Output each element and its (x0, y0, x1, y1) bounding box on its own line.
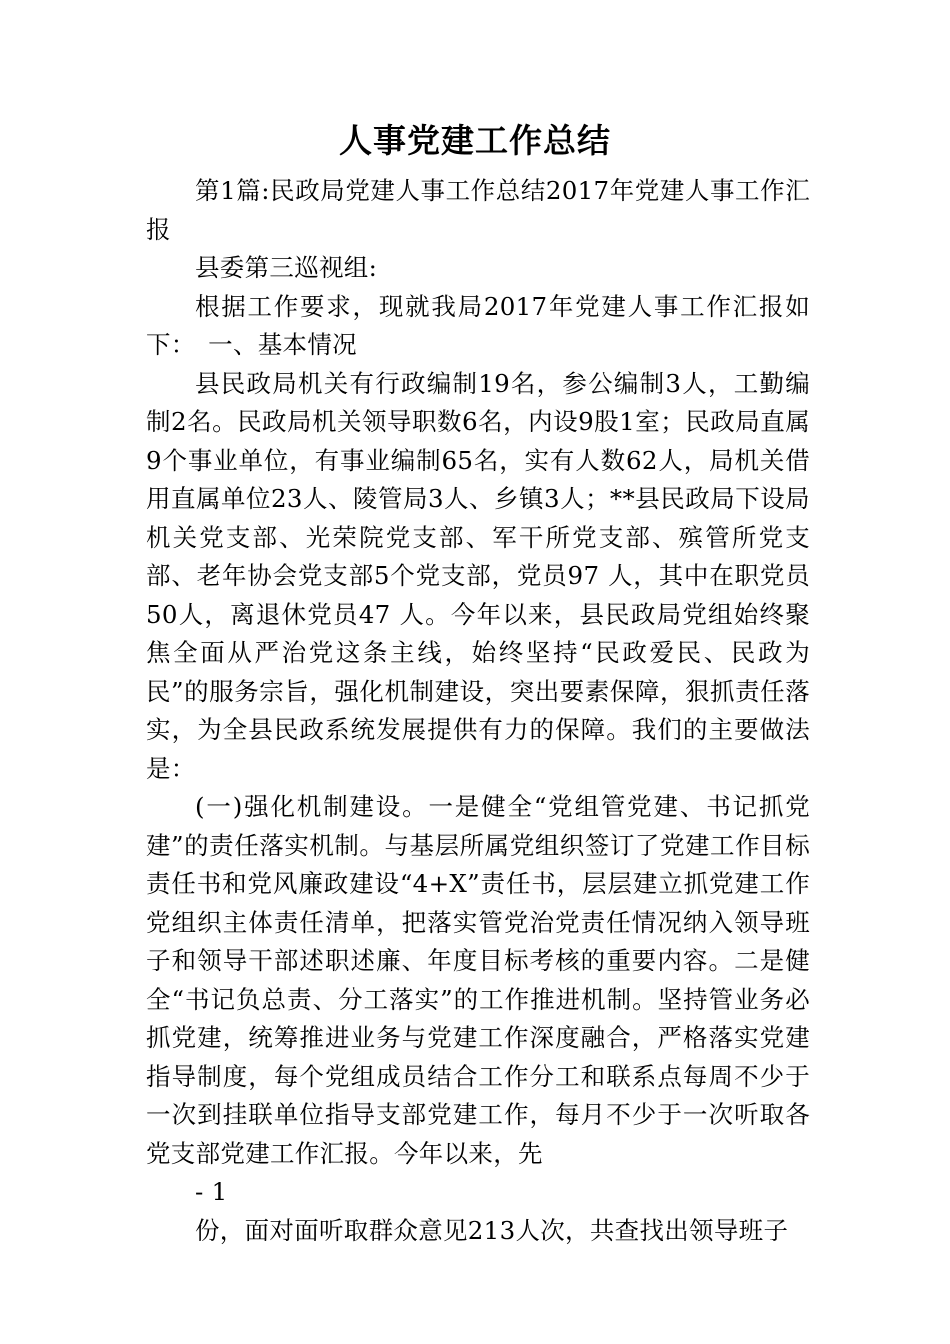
paragraph-intro: 根据工作要求，现就我局2017年党建人事工作汇报如下： 一、基本情况 (146, 291, 810, 359)
page-number: - 1 (195, 1177, 228, 1206)
paragraph-basic-info: 县民政局机关有行政编制19名，参公编制3人，工勤编制2名。民政局机关领导职数6名，内设9股1室；民政局直属9个事业单位，有事业编制65名，实有人数62人，局机关借用直属单位23人、陵管局3人、乡镇3人；**县民政局下设局机关党支部、光荣院党支部、军干所党支部、殡管所党支部、老年协会党支部5个党支部，党员97 人，其中在职党员50人，离退休党员47 人。今年以来，县民政局党组始终聚焦全面从严治党这条主线，始终坚持“民政爱民、民政为民”的服务宗旨，强化机制建设，突出要素保障，狠抓责任落实，为全县民政系统发展提供有力的保障。我们的主要做法是： (146, 368, 810, 783)
document-body (146, 172, 810, 1250)
paragraph-salutation: 县委第三巡视组: (195, 253, 378, 282)
paragraph-continuation: 份，面对面听取群众意见213人次，共查找出领导班子 (195, 1215, 789, 1245)
paragraph-mechanism: (一)强化机制建设。一是健全“党组管党建、书记抓党建”的责任落实机制。与基层所属党组织签订了党建工作目标责任书和党风廉政建设“4+X”责任书，层层建立抓党建工作党组织主体责任清单，把落实管党治党责任情况纳入领导班子和领导干部述职述廉、年度目标考核的重要内容。二是健全“书记负总责、分工落实”的工作推进机制。坚持管业务必抓党建，统筹推进业务与党建工作深度融合，严格落实党建指导制度，每个党组成员结合工作分工和联系点每周不少于一次到挂联单位指导支部党建工作，每月不少于一次听取各党支部党建工作汇报。今年以来，先 (146, 792, 810, 1168)
document-title: 人事党建工作总结 (339, 121, 611, 160)
paragraph-heading: 第1篇:民政局党建人事工作总结2017年党建人事工作汇报 (146, 176, 810, 244)
